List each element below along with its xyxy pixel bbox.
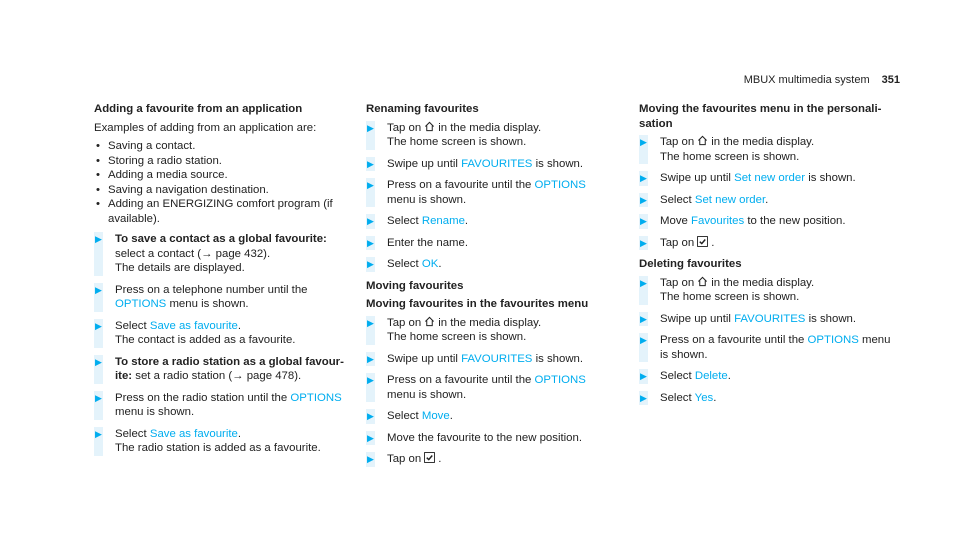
step-arrow-icon: ▶	[640, 277, 647, 288]
step-arrow-icon: ▶	[640, 237, 647, 248]
step-arrow-icon: ▶	[367, 158, 374, 169]
ui-term: Rename	[421, 215, 465, 227]
step	[94, 283, 344, 312]
step-text: Press on the radio station until the	[115, 391, 288, 404]
step-result: The home screen is shown.	[660, 291, 800, 303]
step-text: Press on a favourite until the	[387, 179, 532, 191]
step-arrow-icon: ▶	[95, 392, 102, 403]
step-arrow-icon: ▶	[367, 122, 374, 133]
ui-term: FAVOURITES	[461, 352, 533, 365]
ui-term: Save as favourite	[149, 319, 238, 332]
ui-term: Move	[421, 410, 450, 422]
step	[366, 157, 616, 172]
step: ▶ Select Set new order.	[640, 193, 769, 206]
step	[366, 352, 616, 367]
step-arrow-icon: ▶	[640, 371, 647, 381]
step-arrow-icon: ▶	[640, 194, 647, 205]
list-item: • Storing a radio station.	[94, 154, 344, 169]
step-arrow-icon: ▶	[367, 237, 374, 248]
step: ▶ Tap on .	[640, 236, 715, 249]
step-text: in the media display.	[438, 316, 542, 329]
step-text: is shown.	[808, 312, 857, 325]
examples-list	[94, 139, 344, 226]
section-heading: Moving the favourites menu in the personalisation	[639, 103, 882, 130]
step	[639, 214, 891, 229]
step-arrow-icon: ▶	[640, 137, 647, 147]
step-text: Select	[387, 410, 419, 422]
step-arrow-icon: ▶	[95, 234, 102, 244]
step: ▶ Select Save as favourite. The radio station is added as a favourite.	[95, 427, 321, 454]
step-arrow-icon: ▶	[367, 353, 374, 364]
ui-term: FAVOURITES	[461, 157, 533, 170]
step-text: Move the favourite to the new position.	[387, 431, 583, 444]
step: ▶ Tap on .	[367, 453, 442, 465]
step-text: to the new position.	[747, 215, 846, 227]
ui-term: Save as favourite	[149, 427, 238, 440]
subheading: Moving favourites in the favourites menu	[366, 298, 589, 310]
step-text: is shown.	[535, 157, 584, 170]
list-item: • Saving a contact.	[94, 139, 344, 154]
step: ▶ Select Move.	[367, 410, 453, 422]
column-1	[94, 102, 344, 463]
step-arrow-icon: ▶	[367, 216, 374, 226]
step-arrow-icon: ▶	[640, 313, 647, 324]
step-text: menu is shown.	[387, 388, 467, 401]
step	[639, 135, 891, 164]
step-text: is shown.	[535, 352, 584, 365]
step-result: The details are displayed.	[115, 262, 245, 274]
step-text: Swipe up until	[387, 157, 458, 170]
step-text: Select	[115, 319, 147, 332]
step-arrow-icon: ▶	[640, 173, 647, 183]
step	[94, 355, 344, 384]
ui-term: Yes	[694, 391, 714, 404]
page-number: 351	[881, 74, 900, 86]
checkmark-icon	[697, 236, 708, 247]
step-text: Press on a telephone number until the	[115, 283, 308, 296]
step-result: The radio station is added as a favourite.	[115, 442, 321, 454]
step-arrow-icon: ▶	[95, 284, 102, 295]
step-arrow-icon: ▶	[367, 180, 374, 190]
step-arrow-icon: ▶	[95, 320, 102, 331]
step-bold: To save a contact as a global favourite:	[115, 233, 327, 245]
page-header	[744, 74, 900, 86]
step-arrow-icon: ▶	[367, 411, 374, 421]
step-text: Tap on	[387, 453, 422, 465]
step-arrow-icon: ▶	[95, 428, 102, 439]
step-text: Select	[115, 427, 147, 440]
ui-term: OPTIONS	[807, 334, 859, 346]
step	[366, 236, 616, 251]
step-text: in the media display.	[711, 276, 815, 289]
step-arrow-icon: ▶	[95, 356, 102, 367]
ui-term: Set new order	[734, 172, 806, 184]
step	[639, 171, 891, 186]
step	[366, 316, 616, 345]
step-result: The contact is added as a favourite.	[115, 334, 296, 346]
step-text: Select	[660, 193, 692, 206]
step: ▶ Select OK.	[367, 258, 442, 270]
step	[639, 312, 891, 327]
step-arrow-icon: ▶	[367, 454, 374, 464]
ui-term: OPTIONS	[534, 374, 586, 386]
step	[366, 373, 616, 402]
step-text: Tap on	[387, 316, 422, 329]
list-item: • Adding an ENERGIZING comfort program (if available).	[94, 197, 344, 226]
list-item: • Saving a navigation destination.	[94, 183, 344, 198]
step-text: Select	[660, 370, 692, 382]
section-heading: Moving favourites	[366, 279, 464, 292]
step	[366, 178, 616, 207]
step	[639, 333, 891, 362]
step: ▶ Select Yes.	[640, 391, 717, 404]
home-icon	[697, 276, 708, 287]
step-result: The home screen is shown.	[387, 331, 527, 343]
step-text: Press on a favourite until the	[660, 334, 805, 346]
step-text: menu is shown.	[115, 406, 195, 418]
step-arrow-icon: ▶	[367, 317, 374, 328]
step-text: in the media display.	[711, 136, 815, 148]
step-arrow-icon: ▶	[367, 432, 374, 443]
step-text: Tap on	[660, 276, 695, 289]
step-bold: To store a radio station as a global favourite:	[115, 355, 344, 382]
step-text: Press on a favourite until the	[387, 374, 532, 386]
step-arrow-icon: ▶	[640, 335, 647, 345]
step-text: in the media display.	[438, 121, 542, 134]
step-text: Select	[387, 258, 419, 270]
step	[94, 232, 344, 276]
section-heading: Renaming favourites	[366, 103, 479, 115]
step-text: menu is shown.	[387, 193, 467, 206]
step: ▶ Select Delete.	[640, 370, 731, 382]
ui-term: Delete	[694, 370, 728, 382]
step-result: The home screen is shown.	[660, 150, 800, 163]
step-text: set a radio station (→ page 478).	[135, 370, 302, 382]
step-text: Swipe up until	[660, 312, 731, 325]
home-icon	[424, 316, 435, 327]
step-text: menu is shown.	[660, 334, 891, 361]
step-text: Move	[660, 215, 688, 227]
ui-term: Favourites	[691, 215, 745, 227]
list-item: • Adding a media source.	[94, 168, 344, 183]
step-text: Tap on	[660, 236, 695, 249]
step-text: Swipe up until	[387, 352, 458, 365]
step-arrow-icon: ▶	[640, 392, 647, 403]
column-3	[639, 102, 891, 412]
home-icon	[697, 135, 708, 146]
step-text: is shown.	[808, 172, 856, 184]
header-title: MBUX multimedia system	[743, 74, 870, 86]
ui-term: OK	[421, 258, 439, 270]
step: ▶ Select Rename.	[367, 215, 469, 227]
ui-term: OPTIONS	[290, 391, 342, 404]
step	[366, 121, 616, 150]
step: ▶ Select Save as favourite. The contact is added as a favourite.	[95, 319, 296, 346]
step-result: The home screen is shown.	[387, 136, 527, 148]
step-text: Tap on	[660, 136, 695, 148]
step-text: Select	[660, 391, 692, 404]
ui-term: OPTIONS	[534, 179, 586, 191]
intro-text: Examples of adding from an application are:	[94, 121, 317, 134]
step	[94, 391, 344, 420]
step-text: Tap on	[387, 121, 422, 134]
step-arrow-icon: ▶	[367, 375, 374, 385]
step	[366, 431, 616, 446]
step-arrow-icon: ▶	[367, 259, 374, 269]
home-icon	[424, 121, 435, 132]
step-text: select a contact (→ page 432).	[115, 247, 271, 260]
section-heading: Adding a favourite from an application	[94, 103, 303, 115]
step-arrow-icon: ▶	[640, 216, 647, 226]
step-text: Swipe up until	[660, 172, 731, 184]
ui-term: FAVOURITES	[734, 312, 806, 325]
section-heading: Deleting favourites	[639, 258, 742, 270]
step	[639, 276, 891, 305]
step-text: Select	[387, 215, 419, 227]
column-2	[366, 102, 616, 474]
checkmark-icon	[424, 452, 435, 463]
step-text: menu is shown.	[169, 298, 249, 310]
step-text: Enter the name.	[387, 236, 469, 249]
ui-term: OPTIONS	[115, 298, 167, 310]
ui-term: Set new order	[694, 193, 766, 206]
